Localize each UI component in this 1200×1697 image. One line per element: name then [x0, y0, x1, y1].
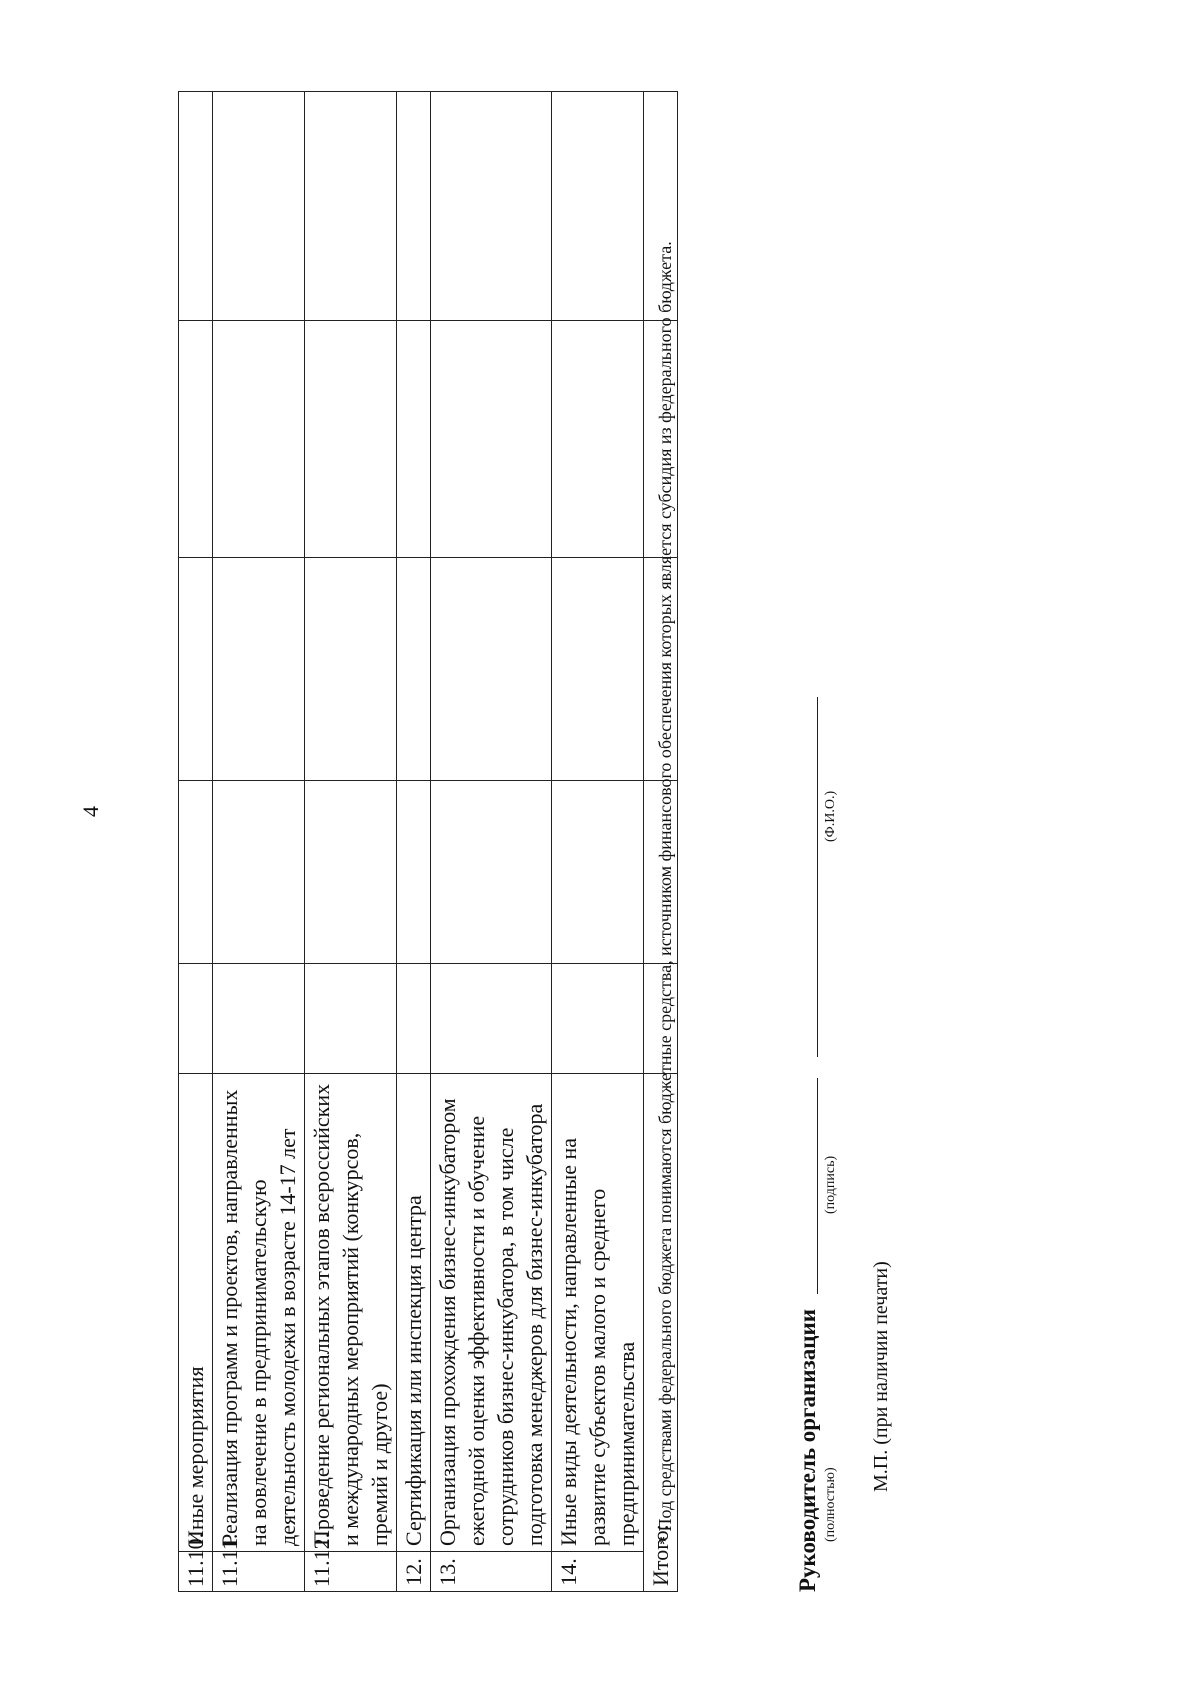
- empty-cell: [179, 781, 213, 964]
- empty-cell: [552, 321, 644, 558]
- table-row: [431, 92, 552, 1592]
- empty-cell: [397, 781, 431, 964]
- empty-cell: [431, 964, 552, 1074]
- row-description: Реализация программ и проектов, направленных на вовлечение в предпринимательскую деятельность молодежи в возрасте 14-17 лет: [213, 1074, 305, 1552]
- empty-cell: [179, 964, 213, 1074]
- signature-block: [795, 592, 995, 1592]
- empty-cell: [431, 92, 552, 321]
- empty-cell: [397, 558, 431, 781]
- empty-cell: [305, 321, 397, 558]
- row-number: 12.: [397, 1552, 431, 1592]
- row-description: Сертификация или инспекция центра: [397, 1074, 431, 1552]
- row-number: 14.: [552, 1552, 644, 1592]
- empty-cell: [552, 781, 644, 964]
- empty-cell: [305, 558, 397, 781]
- table-row: [552, 92, 644, 1592]
- full-label: (полностью): [823, 1467, 838, 1542]
- sign-label: (подпись): [823, 1155, 838, 1214]
- empty-cell: [397, 92, 431, 321]
- page-number: 4: [78, 806, 103, 817]
- total-label: Итого:: [644, 1074, 678, 1592]
- empty-cell: [552, 92, 644, 321]
- empty-cell: [179, 92, 213, 321]
- row-description: Иные мероприятия: [179, 1074, 213, 1552]
- fio-label: (Ф.И.О.): [823, 790, 838, 842]
- table-row: [179, 92, 213, 1592]
- empty-cell: [397, 964, 431, 1074]
- empty-cell: [552, 964, 644, 1074]
- signature-line: [817, 1078, 818, 1294]
- row-number: 11.11.: [213, 1552, 305, 1592]
- row-number: 11.12.: [305, 1552, 397, 1592]
- row-description: Организация прохождения бизнес-инкубатором ежегодной оценки эффективности и обучение сотрудников бизнес-инкубатора, в том числе подготовка менеджеров для бизнес-инкубатора: [431, 1074, 552, 1552]
- empty-cell: [213, 964, 305, 1074]
- row-number: 13.: [431, 1552, 552, 1592]
- empty-cell: [213, 92, 305, 321]
- empty-cell: [305, 964, 397, 1074]
- stamp-label: М.П. (при наличии печати): [870, 1261, 892, 1492]
- empty-cell: [431, 781, 552, 964]
- empty-cell: [213, 781, 305, 964]
- row-description: Проведение региональных этапов всероссийских и международных мероприятий (конкурсов, премий и другое): [305, 1074, 397, 1552]
- empty-cell: [179, 558, 213, 781]
- empty-cell: [213, 321, 305, 558]
- empty-cell: [305, 92, 397, 321]
- empty-cell: [305, 781, 397, 964]
- empty-cell: [431, 321, 552, 558]
- table-row: [305, 92, 397, 1592]
- activities-table: [178, 91, 678, 1592]
- table-row: [213, 92, 305, 1592]
- row-number: 11.10.: [179, 1552, 213, 1592]
- row-description: Иные виды деятельности, направленные на развитие субъектов малого и среднего предпринимательства: [552, 1074, 644, 1552]
- fio-line: [817, 697, 818, 1057]
- empty-cell: [397, 321, 431, 558]
- head-title: Руководитель организации: [795, 1309, 820, 1592]
- empty-cell: [552, 558, 644, 781]
- empty-cell: [179, 321, 213, 558]
- empty-cell: [213, 558, 305, 781]
- footnote: * Под средствами федерального бюджета понимаются бюджетные средства, источником финансового обеспечения которых является субсидия из федерального бюджета.: [655, 241, 675, 1545]
- empty-cell: [431, 558, 552, 781]
- table-row: [397, 92, 431, 1592]
